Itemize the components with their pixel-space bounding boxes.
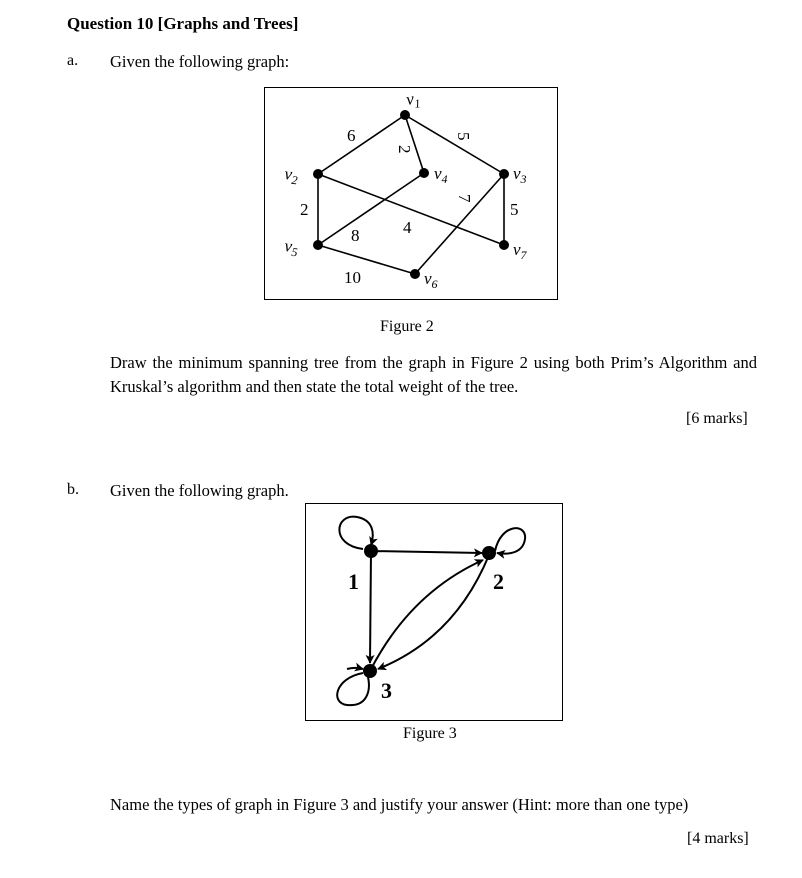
self-loop-3 [337, 673, 369, 705]
weight-v1-v3: 5 [454, 132, 473, 141]
part-b-letter: b. [67, 481, 79, 498]
node-label-2: 2 [493, 569, 504, 594]
self-loop-3-in [347, 668, 363, 669]
vertex-label-v6: $v_6$ [424, 269, 438, 291]
figure-2-caption: Figure 2 [380, 318, 434, 335]
part-a-instruction: Draw the minimum spanning tree from the graph in Figure 2 using both Prim’s Algorithm and Kruskal’s algorithm and then state the total weight of the tree. [110, 353, 757, 396]
vertex-v2 [313, 169, 323, 179]
self-loop-2 [495, 528, 525, 553]
figure-3-caption: Figure 3 [403, 725, 457, 742]
figure-3 [305, 503, 563, 721]
weight-v3-v6: 7 [455, 194, 474, 203]
part-b-intro: Given the following graph. [110, 481, 289, 500]
weight-v2-v7: 4 [403, 218, 412, 237]
part-a-intro: Given the following graph: [110, 52, 290, 71]
figure-2-graph [264, 87, 558, 300]
figure-2 [264, 87, 558, 300]
vertex-label-v5: $v_5$ [283, 236, 299, 260]
figure-3-graph [305, 503, 563, 721]
edge-v3-v6 [415, 174, 504, 274]
vertex-v4 [419, 168, 429, 178]
edge-v1-v3 [405, 115, 504, 174]
vertex-label-v4: $v_4$ [434, 164, 448, 186]
node-3 [363, 664, 377, 678]
edge-v1-v2 [318, 115, 405, 174]
part-b-marks: [4 marks] [687, 830, 749, 847]
node-label-1: 1 [348, 569, 359, 594]
weight-v5-v4: 8 [351, 226, 360, 245]
weight-v5-v6: 10 [344, 268, 361, 287]
edge-2-3 [378, 555, 489, 669]
weight-v3-v7: 5 [510, 200, 519, 219]
vertex-v6 [410, 269, 420, 279]
part-a-marks: [6 marks] [686, 410, 748, 427]
node-label-3: 3 [381, 678, 392, 703]
vertex-label-v1: $v_1$ [404, 89, 422, 111]
self-loop-1 [339, 517, 372, 549]
part-b-instruction: Name the types of graph in Figure 3 and justify your answer (Hint: more than one type) [110, 795, 689, 814]
question-title: Question 10 [Graphs and Trees] [67, 14, 299, 33]
weight-v1-v4: 2 [395, 145, 414, 154]
vertex-v1 [400, 110, 410, 120]
vertex-label-v3: $v_3$ [513, 164, 527, 186]
weight-v2-v5: 2 [300, 200, 309, 219]
part-a-letter: a. [67, 52, 79, 69]
vertex-v3 [499, 169, 509, 179]
vertex-v7 [499, 240, 509, 250]
edge-3-2 [370, 560, 483, 671]
edge-v5-v6 [318, 245, 415, 274]
vertex-label-v2: $v_2$ [283, 164, 299, 188]
node-2 [482, 546, 496, 560]
edge-1-3 [370, 551, 371, 663]
edge-1-2 [371, 551, 482, 553]
vertex-v5 [313, 240, 323, 250]
weight-v1-v2: 6 [347, 126, 356, 145]
node-1 [364, 544, 378, 558]
vertex-label-v7: $v_7$ [513, 240, 527, 262]
